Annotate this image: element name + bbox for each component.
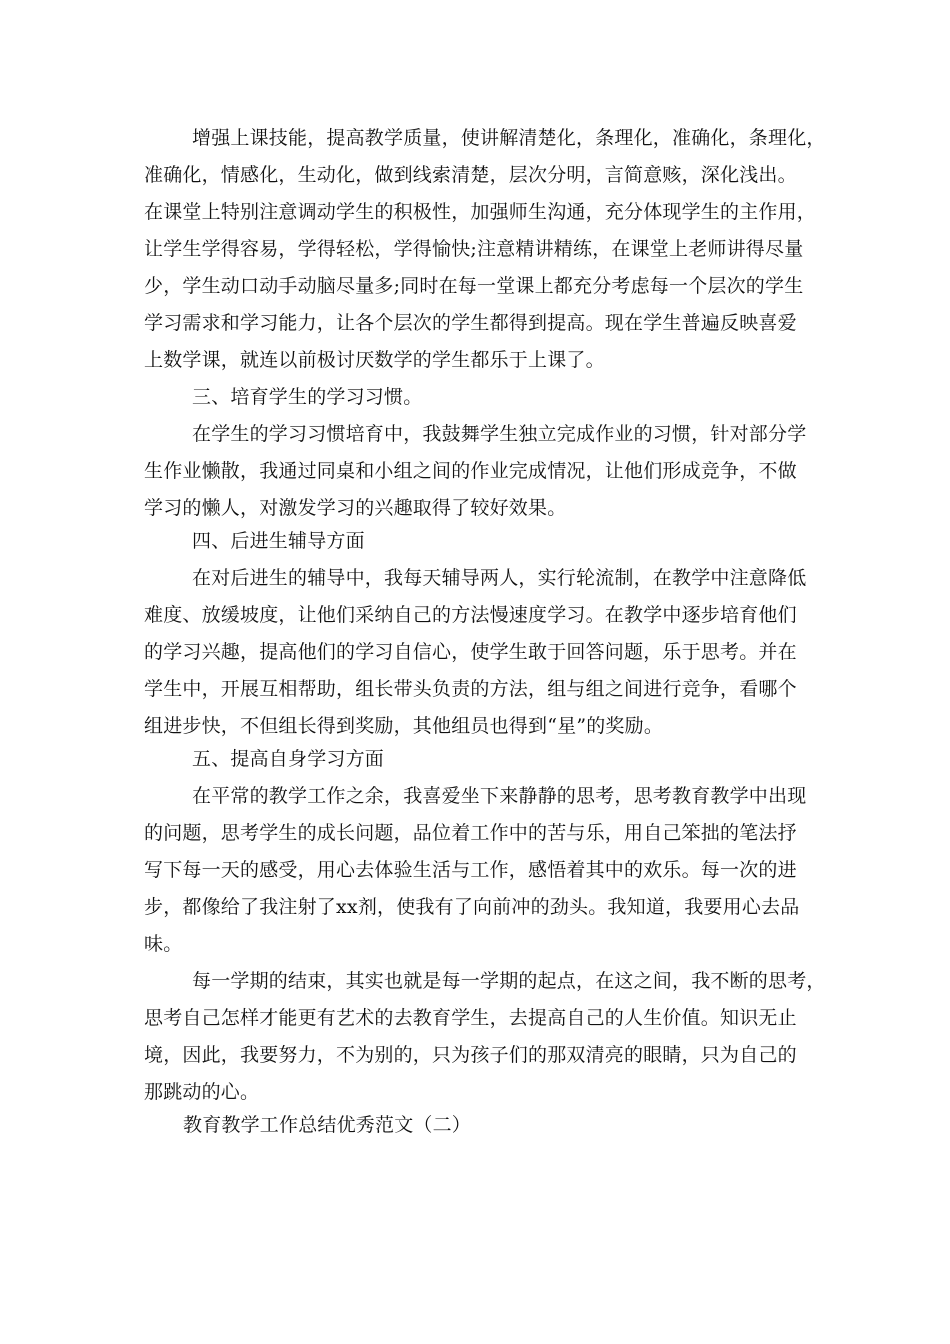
text-line: 学习的懒人，对激发学习的兴趣取得了较好效果。 (144, 497, 567, 519)
text-line: 组进步快，不但组长得到奖励，其他组员也得到“星”的奖励。 (144, 715, 664, 737)
text-line: 生作业懒散，我通过同桌和小组之间的作业完成情况，让他们形成竞争，不做 (144, 460, 797, 482)
text-line: 的问题，思考学生的成长问题，品位着工作中的苦与乐，用自己笨拙的笔法抒 (144, 822, 797, 844)
text-line: 学生中，开展互相帮助，组长带头负责的方法，组与组之间进行竞争，看哪个 (144, 678, 797, 700)
document-subtitle: 教育教学工作总结优秀范文（二） (183, 1114, 472, 1136)
text-line: 让学生学得容易，学得轻松，学得愉快;注意精讲精练，在课堂上老师讲得尽量 (144, 238, 804, 260)
text-line: 的学习兴趣，提高他们的学习自信心，使学生敢于回答问题，乐于思考。并在 (144, 641, 797, 663)
text-line: 难度、放缓坡度，让他们采纳自己的方法慢速度学习。在教学中逐步培育他们 (144, 604, 797, 626)
text-line: 准确化，情感化，生动化，做到线索清楚，层次分明，言简意赅，深化浅出。 (144, 164, 797, 186)
text-line: 写下每一天的感受，用心去体验生活与工作，感悟着其中的欢乐。每一次的进 (144, 859, 797, 881)
text-line: 少，学生动口动手动脑尽量多;同时在每一堂课上都充分考虑每一个层次的学生 (144, 275, 804, 297)
text-line: 在平常的教学工作之余，我喜爱坐下来静静的思考，思考教育教学中出现 (192, 785, 807, 807)
text-line: 上数学课，就连以前极讨厌数学的学生都乐于上课了。 (144, 349, 605, 371)
text-line: 增强上课技能，提高教学质量，使讲解清楚化，条理化，准确化，条理化， (192, 127, 826, 149)
text-line: 在课堂上特别注意调动学生的积极性，加强师生沟通，充分体现学生的主作用， (144, 201, 817, 223)
text-line: 在学生的学习习惯培育中，我鼓舞学生独立完成作业的习惯，针对部分学 (192, 423, 807, 445)
text-line: 在对后进生的辅导中，我每天辅导两人，实行轮流制，在教学中注意降低 (192, 567, 807, 589)
section-heading: 四、后进生辅导方面 (192, 530, 365, 552)
text-line: 每一学期的结束，其实也就是每一学期的起点，在这之间，我不断的思考， (192, 970, 826, 992)
text-line: 味。 (144, 933, 183, 955)
text-line: 境，因此，我要努力，不为别的，只为孩子们的那双清亮的眼睛，只为自己的 (144, 1044, 797, 1066)
section-heading: 三、培育学生的学习习惯。 (192, 386, 423, 408)
text-line: 步，都像给了我注射了xx剂，使我有了向前冲的劲头。我知道，我要用心去品 (144, 896, 800, 918)
section-heading: 五、提高自身学习方面 (192, 748, 385, 770)
text-line: 学习需求和学习能力，让各个层次的学生都得到提高。现在学生普遍反映喜爱 (144, 312, 797, 334)
text-line: 那跳动的心。 (144, 1081, 260, 1103)
text-line: 思考自己怎样才能更有艺术的去教育学生，去提高自己的人生价值。知识无止 (144, 1007, 797, 1029)
